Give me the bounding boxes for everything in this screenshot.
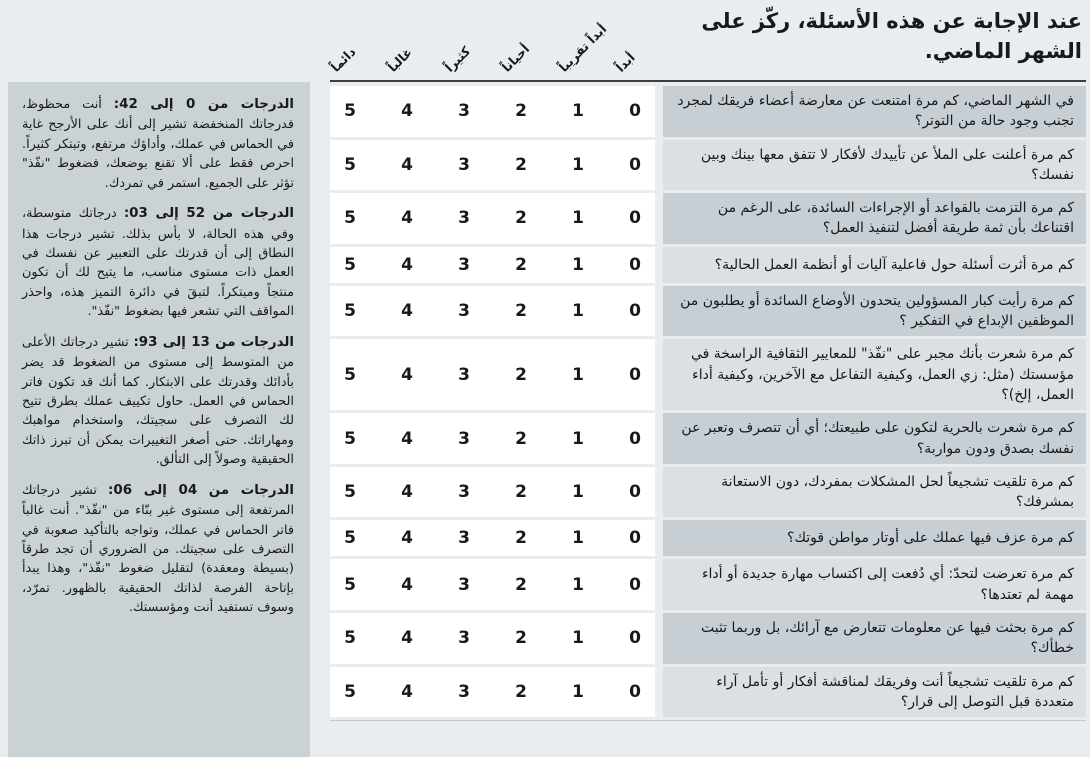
score-option-4[interactable]: 4	[401, 101, 413, 122]
score-options	[330, 193, 655, 244]
question-text: كم مرة بحثت فيها عن معلومات تتعارض مع آرائك، بل وربما تثبت خطأك؟	[663, 613, 1086, 664]
score-option-5[interactable]: 5	[344, 301, 356, 322]
score-option-4[interactable]: 4	[401, 681, 413, 702]
question-text: في الشهر الماضي، كم مرة امتنعت عن معارضة أعضاء فريقك لمجرد تجنب وجود حالة من التوتر؟	[663, 86, 1086, 137]
scale-label-1: أبداً تقريباً	[555, 20, 610, 75]
score-option-0[interactable]: 0	[629, 101, 641, 122]
question-row-5	[330, 286, 1086, 337]
score-options	[330, 520, 655, 556]
score-option-0[interactable]: 0	[629, 628, 641, 649]
score-options	[330, 667, 655, 718]
score-option-4[interactable]: 4	[401, 428, 413, 449]
score-option-4[interactable]: 4	[401, 301, 413, 322]
score-option-3[interactable]: 3	[458, 364, 470, 385]
score-option-1[interactable]: 1	[572, 528, 584, 549]
score-option-5[interactable]: 5	[344, 254, 356, 275]
score-option-5[interactable]: 5	[344, 101, 356, 122]
score-option-4[interactable]: 4	[401, 254, 413, 275]
score-option-1[interactable]: 1	[572, 301, 584, 322]
score-option-2[interactable]: 2	[515, 428, 527, 449]
score-option-4[interactable]: 4	[401, 528, 413, 549]
score-option-1[interactable]: 1	[572, 482, 584, 503]
score-option-3[interactable]: 3	[458, 681, 470, 702]
score-option-5[interactable]: 5	[344, 574, 356, 595]
score-option-4[interactable]: 4	[401, 482, 413, 503]
question-row-3	[330, 193, 1086, 244]
question-row-9	[330, 520, 1086, 556]
score-option-1[interactable]: 1	[572, 254, 584, 275]
score-options	[330, 247, 655, 283]
score-option-3[interactable]: 3	[458, 154, 470, 175]
score-option-0[interactable]: 0	[629, 301, 641, 322]
score-option-5[interactable]: 5	[344, 482, 356, 503]
score-option-0[interactable]: 0	[629, 154, 641, 175]
score-options	[330, 86, 655, 137]
score-range-text: تشير درجاتك المرتفعة إلى مستوى غير بنّاء من "نفّذ". أنت غالباً فاتر الحماس في عملك، وتواجه بالتأكيد صعوبة في التصرف على سجيتك. من الضروري أن تجد طرقاً (بسيطة ومعقدة) لتقليل ضغوط "نفّذ"، وهذا يبدأ بإتاحة الفرصة لذاتك الحقيقية بالظهور. تمرّد، وسوف تستفيد أنت ومؤسستك.	[22, 482, 294, 616]
question-text: كم مرة تلقيت تشجيعاً لحل المشكلات بمفردك، دون الاستعانة بمشرفك؟	[663, 467, 1086, 518]
score-option-3[interactable]: 3	[458, 628, 470, 649]
score-option-5[interactable]: 5	[344, 681, 356, 702]
scale-label-3: كثيراً	[441, 42, 474, 75]
score-option-5[interactable]: 5	[344, 628, 356, 649]
question-row-2	[330, 140, 1086, 191]
score-options	[330, 413, 655, 464]
score-range-section-2	[22, 204, 294, 322]
scale-header-row	[327, 0, 656, 79]
question-text: كم مرة عزف فيها عملك على أوتار مواطن قوتك؟	[663, 520, 1086, 556]
score-options	[330, 613, 655, 664]
score-range-section-4	[22, 481, 294, 618]
question-text: كم مرة تعرضت لتحدّ: أي دُفعت إلى اكتساب مهارة جديدة أو أداء مهمة لم تعتدها؟	[663, 559, 1086, 610]
score-option-3[interactable]: 3	[458, 301, 470, 322]
question-text: كم مرة تلقيت تشجيعاً أنت وفريقك لمناقشة أفكار أو تأمل آراء متعددة قبل التوصل إلى قرار؟	[663, 667, 1086, 718]
score-range-section-3	[22, 333, 294, 470]
score-option-0[interactable]: 0	[629, 482, 641, 503]
score-option-3[interactable]: 3	[458, 482, 470, 503]
score-option-3[interactable]: 3	[458, 208, 470, 229]
score-range-label: الدرجات من 52 إلى 03:	[123, 206, 294, 222]
score-option-4[interactable]: 4	[401, 154, 413, 175]
question-text: كم مرة أعلنت على الملأ عن تأييدك لأفكار لا تتفق معها بينك وبين نفسك؟	[663, 140, 1086, 191]
score-option-3[interactable]: 3	[458, 428, 470, 449]
score-options	[330, 140, 655, 191]
score-range-text: تشير درجاتك الأعلى من المتوسط إلى مستوى من الضغوط قد يضر بأدائك وقدرتك على الابتكار. كما أنك قد تكون فاتر الحماس في العمل. حاول تكييف عملك بطرق تتيح لك التصرف على سجيتك، واستخدام مواهبك ومهاراتك. حتى أصغر التغييرات يمكن أن تبرز ذاتك الحقيقية وصولاً إلى التألق.	[22, 334, 294, 468]
question-text: كم مرة أثرت أسئلة حول فاعلية آليات أو أنظمة العمل الحالية؟	[663, 247, 1086, 283]
score-option-2[interactable]: 2	[515, 528, 527, 549]
score-option-5[interactable]: 5	[344, 364, 356, 385]
scoring-guide-panel	[8, 82, 310, 757]
score-option-5[interactable]: 5	[344, 154, 356, 175]
question-row-8	[330, 467, 1086, 518]
score-option-2[interactable]: 2	[515, 681, 527, 702]
score-range-label: الدرجات من 13 إلى 93:	[133, 334, 294, 350]
score-options	[330, 339, 655, 410]
score-options	[330, 467, 655, 518]
question-text: كم مرة شعرت بالحرية لتكون على طبيعتك؛ أي أن تتصرف وتعبر عن نفسك بصدق ودون مواربة؟	[663, 413, 1086, 464]
score-option-2[interactable]: 2	[515, 254, 527, 275]
question-row-12	[330, 667, 1086, 718]
score-option-2[interactable]: 2	[515, 628, 527, 649]
score-option-3[interactable]: 3	[458, 101, 470, 122]
score-range-text: درجاتك متوسطة، وفي هذه الحالة، لا بأس بذلك. تشير درجات هذا النطاق إلى أن قدرتك على التعبير عن نفسك في العمل ذات مستوى مناسب، ما يتيح لك أن تكون منتجاً ومبتكراً. لتبقَ في دائرة التميز هذه، واحذر المواقف التي تشعر فيها بضغوط "نفّذ".	[22, 206, 294, 320]
question-text: كم مرة التزمت بالقواعد أو الإجراءات السائدة، على الرغم من اقتناعك بأن ثمة طريقة أفضل لتنفيذ العمل؟	[663, 193, 1086, 244]
score-option-1[interactable]: 1	[572, 364, 584, 385]
question-row-7	[330, 413, 1086, 464]
score-option-2[interactable]: 2	[515, 482, 527, 503]
question-row-10	[330, 559, 1086, 610]
score-option-1[interactable]: 1	[572, 574, 584, 595]
score-option-1[interactable]: 1	[572, 428, 584, 449]
score-option-0[interactable]: 0	[629, 254, 641, 275]
score-option-1[interactable]: 1	[572, 628, 584, 649]
score-range-label: الدرجات من 0 إلى 42:	[113, 97, 294, 112]
scale-label-2: أحياناً	[498, 40, 533, 75]
score-option-1[interactable]: 1	[572, 154, 584, 175]
question-text: كم مرة رأيت كبار المسؤولين يتحدون الأوضاع السائدة أو يطلبون من الموظفين الإبداع في التفكير ؟	[663, 286, 1086, 337]
score-option-4[interactable]: 4	[401, 574, 413, 595]
score-option-4[interactable]: 4	[401, 208, 413, 229]
score-option-0[interactable]: 0	[629, 681, 641, 702]
question-row-6	[330, 339, 1086, 410]
score-option-5[interactable]: 5	[344, 528, 356, 549]
score-option-1[interactable]: 1	[572, 681, 584, 702]
question-row-4	[330, 247, 1086, 283]
score-option-0[interactable]: 0	[629, 574, 641, 595]
scale-label-0: أبداً	[612, 49, 638, 75]
score-range-label: الدرجات من 04 إلى 06:	[108, 482, 294, 498]
score-option-2[interactable]: 2	[515, 101, 527, 122]
score-option-2[interactable]: 2	[515, 154, 527, 175]
score-option-2[interactable]: 2	[515, 301, 527, 322]
score-option-5[interactable]: 5	[344, 208, 356, 229]
score-option-0[interactable]: 0	[629, 208, 641, 229]
question-text: كم مرة شعرت بأنك مجبر على "نفّذ" للمعايير الثقافية الراسخة في مؤسستك (مثل: زي العمل، وكيفية التفاعل مع الآخرين، وكيفية أداء العمل، إلخ)؟	[663, 339, 1086, 410]
scale-label-4: غالباً	[384, 44, 415, 75]
score-option-2[interactable]: 2	[515, 364, 527, 385]
score-option-2[interactable]: 2	[515, 574, 527, 595]
score-option-0[interactable]: 0	[629, 428, 641, 449]
score-option-0[interactable]: 0	[629, 364, 641, 385]
score-option-3[interactable]: 3	[458, 528, 470, 549]
score-range-text: أنت محظوظ، فدرجاتك المنخفضة تشير إلى أنك على الأرجح غاية في الحماس في عملك، وأداؤك مرتفع، وتبتكر كثيراً. احرص فقط على ألا تقنع بوضعك، فضغوط "نفّذ" تؤثر على الجميع. استمر في تمردك.	[22, 97, 294, 191]
score-options	[330, 559, 655, 610]
score-option-1[interactable]: 1	[572, 101, 584, 122]
score-option-5[interactable]: 5	[344, 428, 356, 449]
score-option-4[interactable]: 4	[401, 364, 413, 385]
scale-label-5: دائماً	[327, 43, 359, 75]
score-option-0[interactable]: 0	[629, 528, 641, 549]
score-option-3[interactable]: 3	[458, 574, 470, 595]
survey-table	[330, 80, 1086, 721]
score-option-3[interactable]: 3	[458, 254, 470, 275]
score-option-2[interactable]: 2	[515, 208, 527, 229]
score-options	[330, 286, 655, 337]
score-option-4[interactable]: 4	[401, 628, 413, 649]
score-range-section-1	[22, 95, 294, 193]
question-row-11	[330, 613, 1086, 664]
question-row-1	[330, 86, 1086, 137]
page-title: عند الإجابة عن هذه الأسئلة، ركّز على الشهر الماضي.	[701, 9, 1082, 64]
score-option-1[interactable]: 1	[572, 208, 584, 229]
